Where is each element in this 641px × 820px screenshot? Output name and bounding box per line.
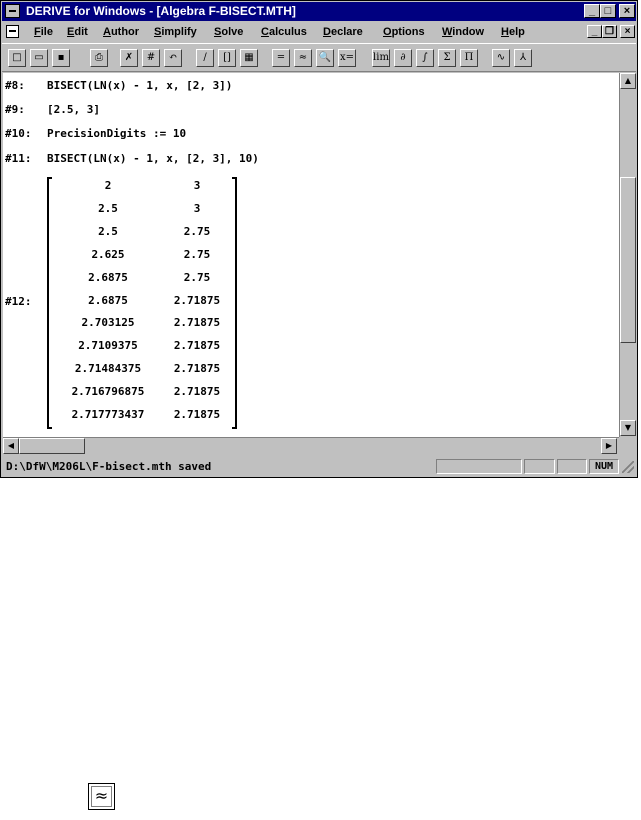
- integral-icon[interactable]: ∫: [416, 49, 434, 67]
- matrix-cell: 3: [193, 202, 201, 215]
- substitute-icon[interactable]: 🔍: [316, 49, 334, 67]
- matrix-cell: 2.71875: [173, 316, 221, 329]
- vertical-scrollbar[interactable]: [619, 73, 636, 437]
- author-vector-icon[interactable]: []: [218, 49, 236, 67]
- menu-solve[interactable]: Solve: [214, 26, 244, 38]
- menu-author[interactable]: Author: [103, 26, 140, 38]
- menu-help[interactable]: Help: [501, 26, 525, 38]
- matrix-cell: 2.717773437: [71, 408, 145, 421]
- horizontal-scrollbar[interactable]: [3, 437, 619, 454]
- status-pane: [436, 459, 522, 474]
- product-icon[interactable]: Π: [460, 49, 478, 67]
- save-icon[interactable]: ▪: [52, 49, 70, 67]
- expr-label: #8:: [5, 79, 25, 92]
- vertical-scroll-thumb[interactable]: [620, 177, 636, 343]
- menu-edit[interactable]: Edit: [67, 26, 88, 38]
- matrix-cell: 2.6875: [88, 294, 128, 307]
- matrix-cell: 2.71875: [173, 294, 221, 307]
- derivative-icon[interactable]: ∂: [394, 49, 412, 67]
- doc-restore-button[interactable]: ❐: [602, 25, 617, 38]
- resize-grip-icon[interactable]: [622, 461, 634, 473]
- expr-label: #9:: [5, 103, 25, 116]
- minimize-button[interactable]: _: [584, 4, 600, 18]
- matrix-cell: 2.6875: [88, 271, 128, 284]
- print-icon[interactable]: ⎙: [90, 49, 108, 67]
- scroll-right-button[interactable]: ▶: [601, 438, 617, 454]
- expression[interactable]: BISECT(LN(x) - 1, x, [2, 3], 10): [47, 152, 259, 165]
- status-bar: [2, 456, 636, 476]
- doc-minimize-button[interactable]: _: [587, 25, 602, 38]
- menu-window[interactable]: Window: [442, 26, 485, 38]
- matrix-cell: 2.5: [98, 202, 118, 215]
- author-matrix-icon[interactable]: ▦: [240, 49, 258, 67]
- menu-simplify[interactable]: Simplify: [154, 26, 197, 38]
- window-title: DERIVE for Windows - [Algebra F-BISECT.MTH]: [26, 4, 296, 18]
- new-icon[interactable]: □: [8, 49, 26, 67]
- approximate-icon[interactable]: ≈: [294, 49, 312, 67]
- menu-options[interactable]: Options: [383, 26, 425, 38]
- scroll-up-button[interactable]: ▲: [620, 73, 636, 89]
- status-message: D:\DfW\M206L\F-bisect.mth saved: [6, 460, 212, 473]
- plot-3d-icon[interactable]: ⅄: [514, 49, 532, 67]
- menu-bar: [2, 22, 636, 42]
- delete-icon[interactable]: ✗: [120, 49, 138, 67]
- status-pane: [524, 459, 555, 474]
- sum-icon[interactable]: Σ: [438, 49, 456, 67]
- scroll-down-button[interactable]: ▼: [620, 420, 636, 436]
- expr-label: #12:: [5, 295, 32, 308]
- menu-calculus[interactable]: Calculus: [261, 26, 307, 38]
- simplify-icon[interactable]: =: [272, 49, 290, 67]
- horizontal-scroll-thumb[interactable]: [19, 438, 85, 454]
- approximate-icon: ≈: [88, 783, 115, 810]
- limit-icon[interactable]: lim: [372, 49, 390, 67]
- document-menu-icon[interactable]: [6, 25, 19, 38]
- expression[interactable]: [2.5, 3]: [47, 103, 100, 116]
- matrix-cell: 2.71875: [173, 385, 221, 398]
- renumber-icon[interactable]: #: [142, 49, 160, 67]
- matrix-cell: 2: [104, 179, 112, 192]
- num-lock-indicator: NUM: [589, 459, 619, 474]
- expr-label: #10:: [5, 127, 32, 140]
- close-button[interactable]: ×: [619, 4, 635, 18]
- matrix-cell: 2.71484375: [74, 362, 142, 375]
- solve-icon[interactable]: x=: [338, 49, 356, 67]
- matrix-cell: 2.703125: [81, 316, 135, 329]
- scroll-corner: [619, 437, 636, 454]
- toolbar: [2, 43, 636, 72]
- matrix-cell: 2.7109375: [78, 339, 138, 352]
- expr-label: #11:: [5, 152, 32, 165]
- matrix-cell: 2.71875: [173, 339, 221, 352]
- author-icon[interactable]: /: [196, 49, 214, 67]
- system-menu-icon[interactable]: [5, 4, 20, 18]
- matrix-cell: 2.716796875: [71, 385, 145, 398]
- unremove-icon[interactable]: ↶: [164, 49, 182, 67]
- matrix-cell: 3: [193, 179, 201, 192]
- doc-close-button[interactable]: ×: [620, 25, 635, 38]
- expression[interactable]: PrecisionDigits := 10: [47, 127, 187, 140]
- maximize-button[interactable]: □: [600, 4, 616, 18]
- open-icon[interactable]: ▭: [30, 49, 48, 67]
- matrix-cell: 2.75: [183, 248, 211, 261]
- matrix-cell: 2.75: [183, 225, 211, 238]
- matrix-left-bracket: [47, 177, 52, 429]
- matrix-cell: 2.71875: [173, 408, 221, 421]
- scroll-left-button[interactable]: ◀: [3, 438, 19, 454]
- status-pane: [557, 459, 587, 474]
- matrix-cell: 2.71875: [173, 362, 221, 375]
- expression[interactable]: BISECT(LN(x) - 1, x, [2, 3]): [47, 79, 233, 92]
- matrix-cell: 2.5: [98, 225, 118, 238]
- menu-declare[interactable]: Declare: [323, 26, 363, 38]
- algebra-window[interactable]: [3, 73, 619, 437]
- matrix-cell: 2.625: [91, 248, 125, 261]
- plot-2d-icon[interactable]: ∿: [492, 49, 510, 67]
- matrix-cell: 2.75: [183, 271, 211, 284]
- menu-file[interactable]: File: [34, 26, 53, 38]
- title-bar[interactable]: [2, 2, 636, 21]
